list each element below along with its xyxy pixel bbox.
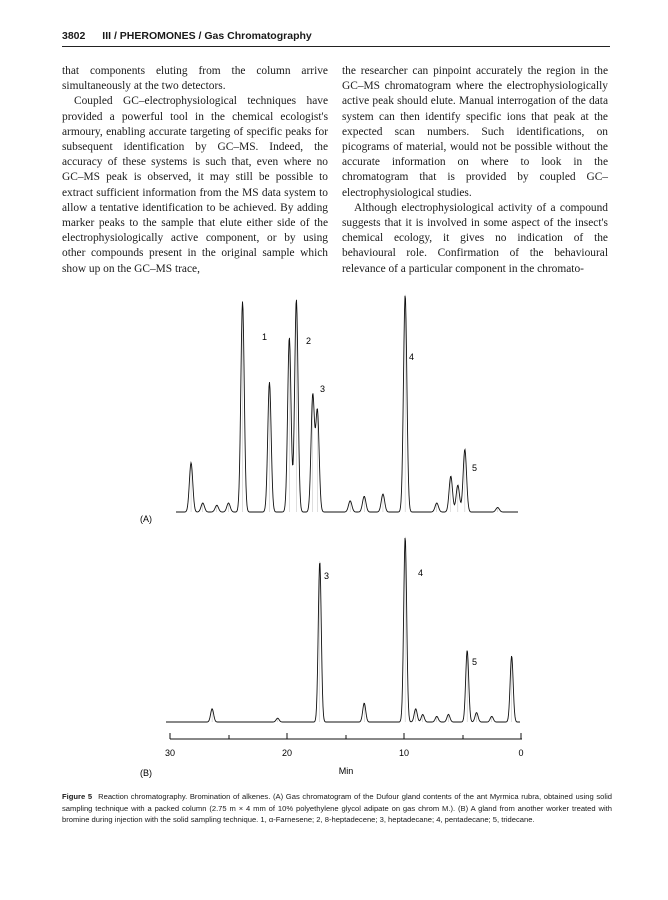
peak-label-5: 5 — [472, 463, 478, 473]
peak-label-5-b: 5 — [472, 657, 478, 667]
chromatogram-figure — [0, 280, 668, 780]
figure-caption — [62, 791, 612, 826]
panel-b-label: (B) — [140, 768, 152, 778]
peaks-b — [212, 537, 512, 722]
panel-a-label: (A) — [140, 514, 152, 524]
peak-label-1: 1 — [262, 332, 268, 342]
peak-label-3-b: 3 — [324, 571, 330, 581]
running-header — [62, 30, 610, 47]
figure-caption-text: Reaction chromatography. Bromination of alkenes. (A) Gas chromatogram of the Dufour gland contents of the ant Myrmica rubra, obtained using solid sampling technique with a packed column (2.75 m × 4 mm of 10% polyethylene glycol adipate on gas chrom M.). (B) A gland from another worker treated with bromine during injection with the solid sampling technique. 1, α-Farnesene; 2, 8-heptadecene; 3, heptadecane; 4, pentadecane; 5, tridecane. — [62, 792, 612, 825]
x-axis-label: Min — [338, 766, 354, 776]
figure-5 — [0, 280, 668, 780]
x-tick-label: 30 — [164, 748, 176, 758]
peak-label-3: 3 — [320, 384, 326, 394]
figure-caption-label: Figure 5 — [62, 792, 93, 801]
paragraph: Coupled GC–electrophysiological techniques have provided a powerful tool in the chemical ecologist's armoury, enabling accurate targeting of specific peaks for subsequent identification by GC–MS. Indeed, the accuracy of these systems is such that, even where no GC–MS peak is observed, it may still be possible to extract sufficient information from the MS data system to allow a tentative identification to be achieved. By adding marker peaks to the sample that elute either side of the electrophysiologically active component, or by using other compounds present in the original sample which show up on the GC–MS trace, — [62, 95, 328, 275]
peak-label-2: 2 — [306, 336, 312, 346]
right-text-column — [342, 64, 608, 277]
paragraph: Although electrophysiological activity of a compound suggests that it is involved in some aspect of the insect's chemical ecology, it gives no indication of the behavioural role. Confirmation of the behavioural relevance of a particular component in the chromato- — [342, 201, 608, 275]
page-number: 3802 — [62, 30, 86, 42]
x-tick-label: 10 — [398, 748, 410, 758]
peak-label-4: 4 — [409, 352, 415, 362]
left-text-column — [62, 64, 328, 277]
chromatogram-trace-a — [176, 296, 518, 512]
x-tick-label: 0 — [518, 748, 524, 758]
chromatogram-trace-b — [166, 538, 520, 722]
paragraph: the researcher can pinpoint accurately the region in the GC–MS chromatogram where the electrophysiologically active peak should elute. Manual interrogation of the data system can then identify specific ions that peak at the expected scan numbers. Such identifications, on picograms of material, would not be possible without the accurate information on where to look in the chromatogram that is provided by coupled GC–electrophysiological studies. — [342, 65, 608, 199]
peak-label-4-b: 4 — [418, 568, 424, 578]
x-tick-label: 20 — [281, 748, 293, 758]
running-title: III / PHEROMONES / Gas Chromatography — [102, 30, 312, 42]
paragraph: that components eluting from the column arrive simultaneously at the two detectors. — [62, 65, 328, 93]
